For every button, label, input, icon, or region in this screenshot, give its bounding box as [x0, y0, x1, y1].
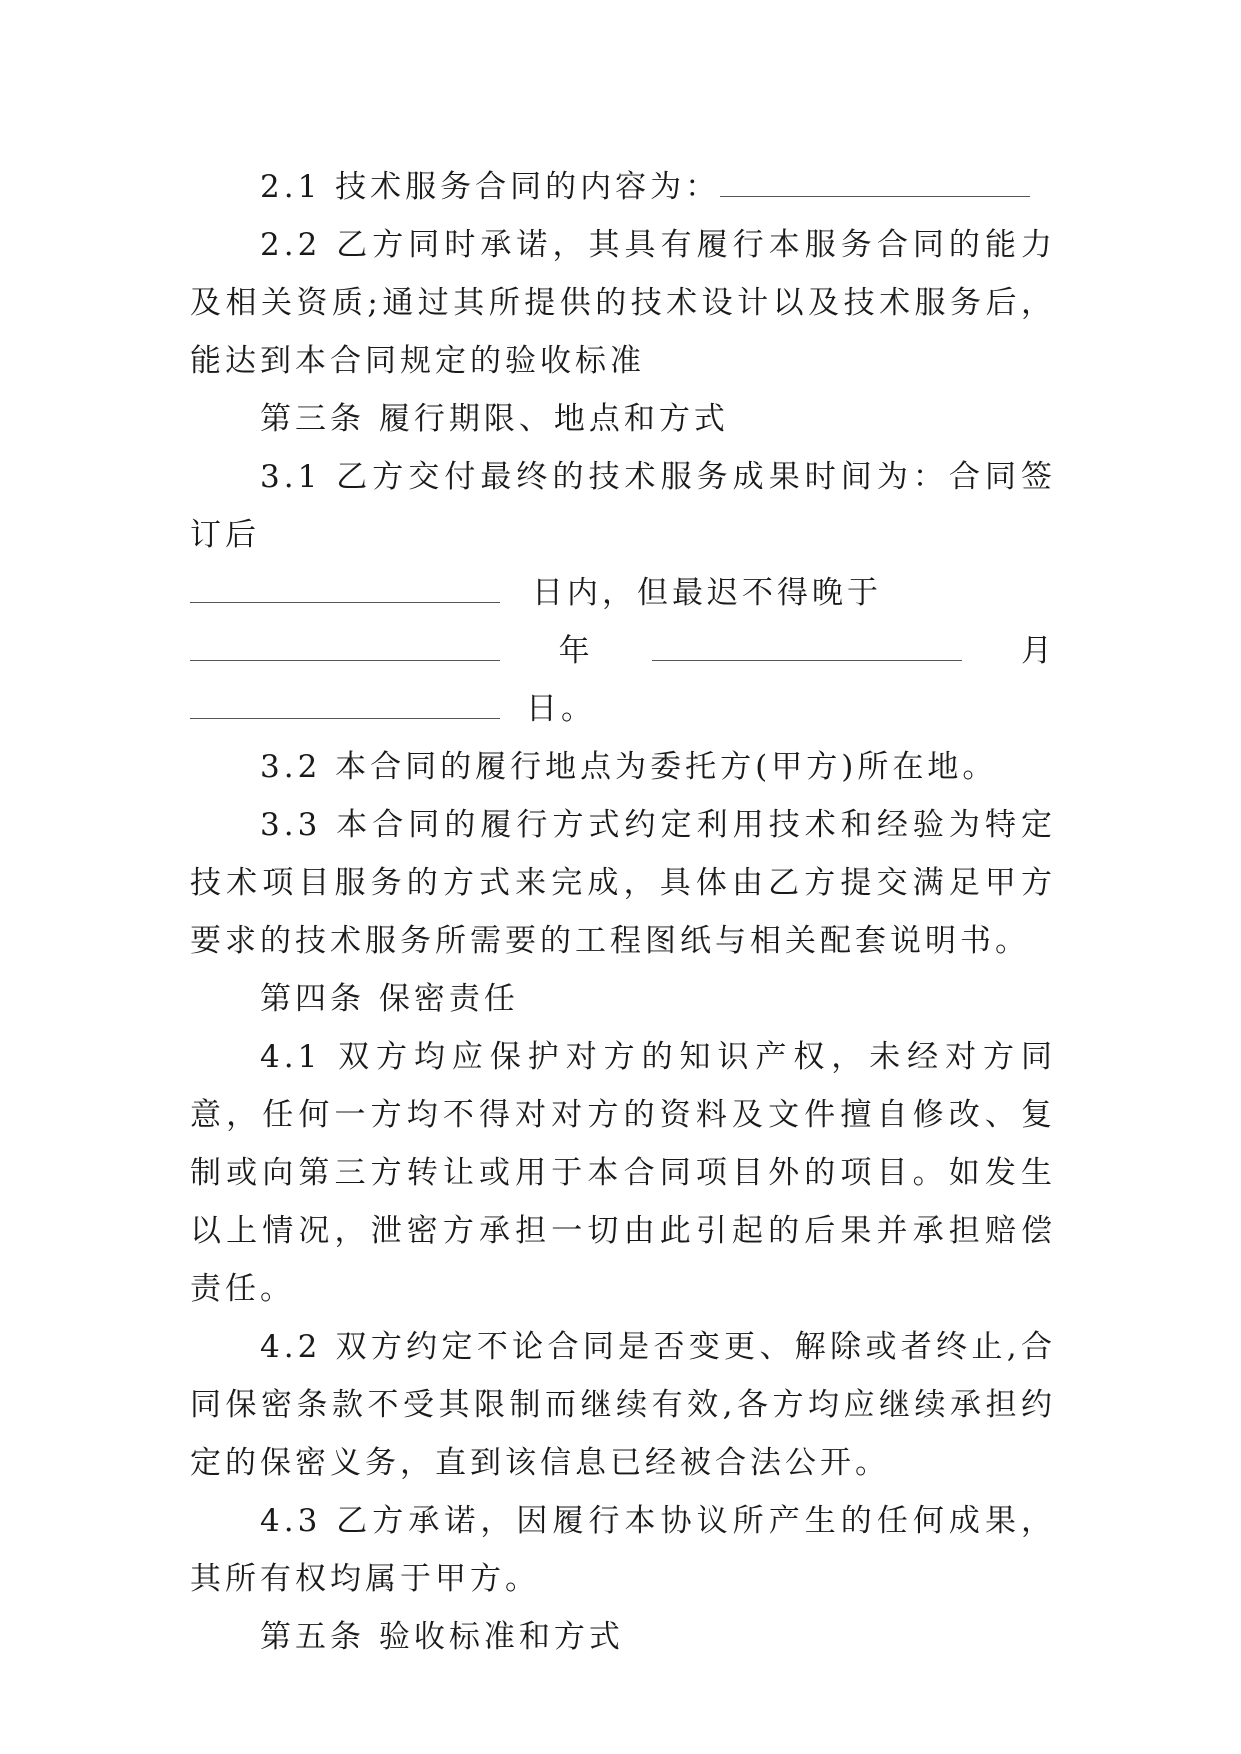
clause-3-1-line-days — [190, 564, 1056, 622]
blank-year[interactable] — [190, 628, 500, 661]
clause-2-2: 2.2 乙方同时承诺，其具有履行本服务合同的能力及相关资质;通过其所提供的技术设计以及技术服务后，能达到本合同规定的验收标准 — [190, 227, 1056, 379]
days-text-char: ， — [602, 575, 637, 611]
days-text-char: 但 — [637, 575, 672, 611]
days-text-char: 于 — [847, 575, 882, 611]
clause-3-1-days-text — [532, 564, 1056, 622]
clause-4-1: 4.1 双方均应保护对方的知识产权，未经对方同意，任何一方均不得对对方的资料及文件擅自修改、复制或向第三方转让或用于本合同项目外的项目。如发生以上情况，泄密方承担一切由此引起的后果并承担赔偿责任。 — [190, 1039, 1056, 1307]
year-label: 年 — [558, 633, 594, 669]
clause-4-2: 4.2 双方约定不论合同是否变更、解除或者终止,合同保密条款不受其限制而继续有效,各方均应继续承担约定的保密义务，直到该信息已经被合法公开。 — [190, 1329, 1056, 1481]
days-text-char: 得 — [777, 575, 812, 611]
clause-3-1-lead: 3.1 乙方交付最终的技术服务成果时间为：合同签订后 — [190, 459, 1056, 553]
blank-days[interactable] — [190, 570, 500, 603]
clause-3-3: 3.3 本合同的履行方式约定利用技术和经验为特定技术项目服务的方式来完成，具体由乙方提交满足甲方要求的技术服务所需要的工程图纸与相关配套说明书。 — [190, 807, 1056, 959]
clause-2-1-text: 2.1 技术服务合同的内容为： — [260, 169, 721, 205]
document-body — [190, 158, 1056, 1666]
clause-4-3: 4.3 乙方承诺，因履行本协议所产生的任何成果，其所有权均属于甲方。 — [190, 1503, 1056, 1597]
blank-month[interactable] — [652, 628, 962, 661]
blank-service-content[interactable] — [720, 164, 1030, 197]
days-text-char: 日 — [532, 575, 567, 611]
days-text-char: 不 — [742, 575, 777, 611]
article-4-heading: 第四条 保密责任 — [260, 981, 519, 1017]
clause-2-1 — [190, 158, 1056, 216]
article-5-heading: 第五条 验收标准和方式 — [260, 1619, 624, 1655]
clause-3-1-line-day — [190, 680, 1056, 738]
days-text-char: 内 — [567, 575, 602, 611]
days-text-char: 晚 — [812, 575, 847, 611]
clause-3-2: 3.2 本合同的履行地点为委托方(甲方)所在地。 — [260, 749, 998, 785]
days-text-char: 最 — [672, 575, 707, 611]
days-text-char: 迟 — [707, 575, 742, 611]
day-label: 日。 — [526, 691, 596, 727]
article-3-heading: 第三条 履行期限、地点和方式 — [260, 401, 729, 437]
clause-3-1-line-date — [190, 622, 1056, 680]
blank-day[interactable] — [190, 686, 500, 719]
month-label: 月 — [1020, 633, 1056, 669]
